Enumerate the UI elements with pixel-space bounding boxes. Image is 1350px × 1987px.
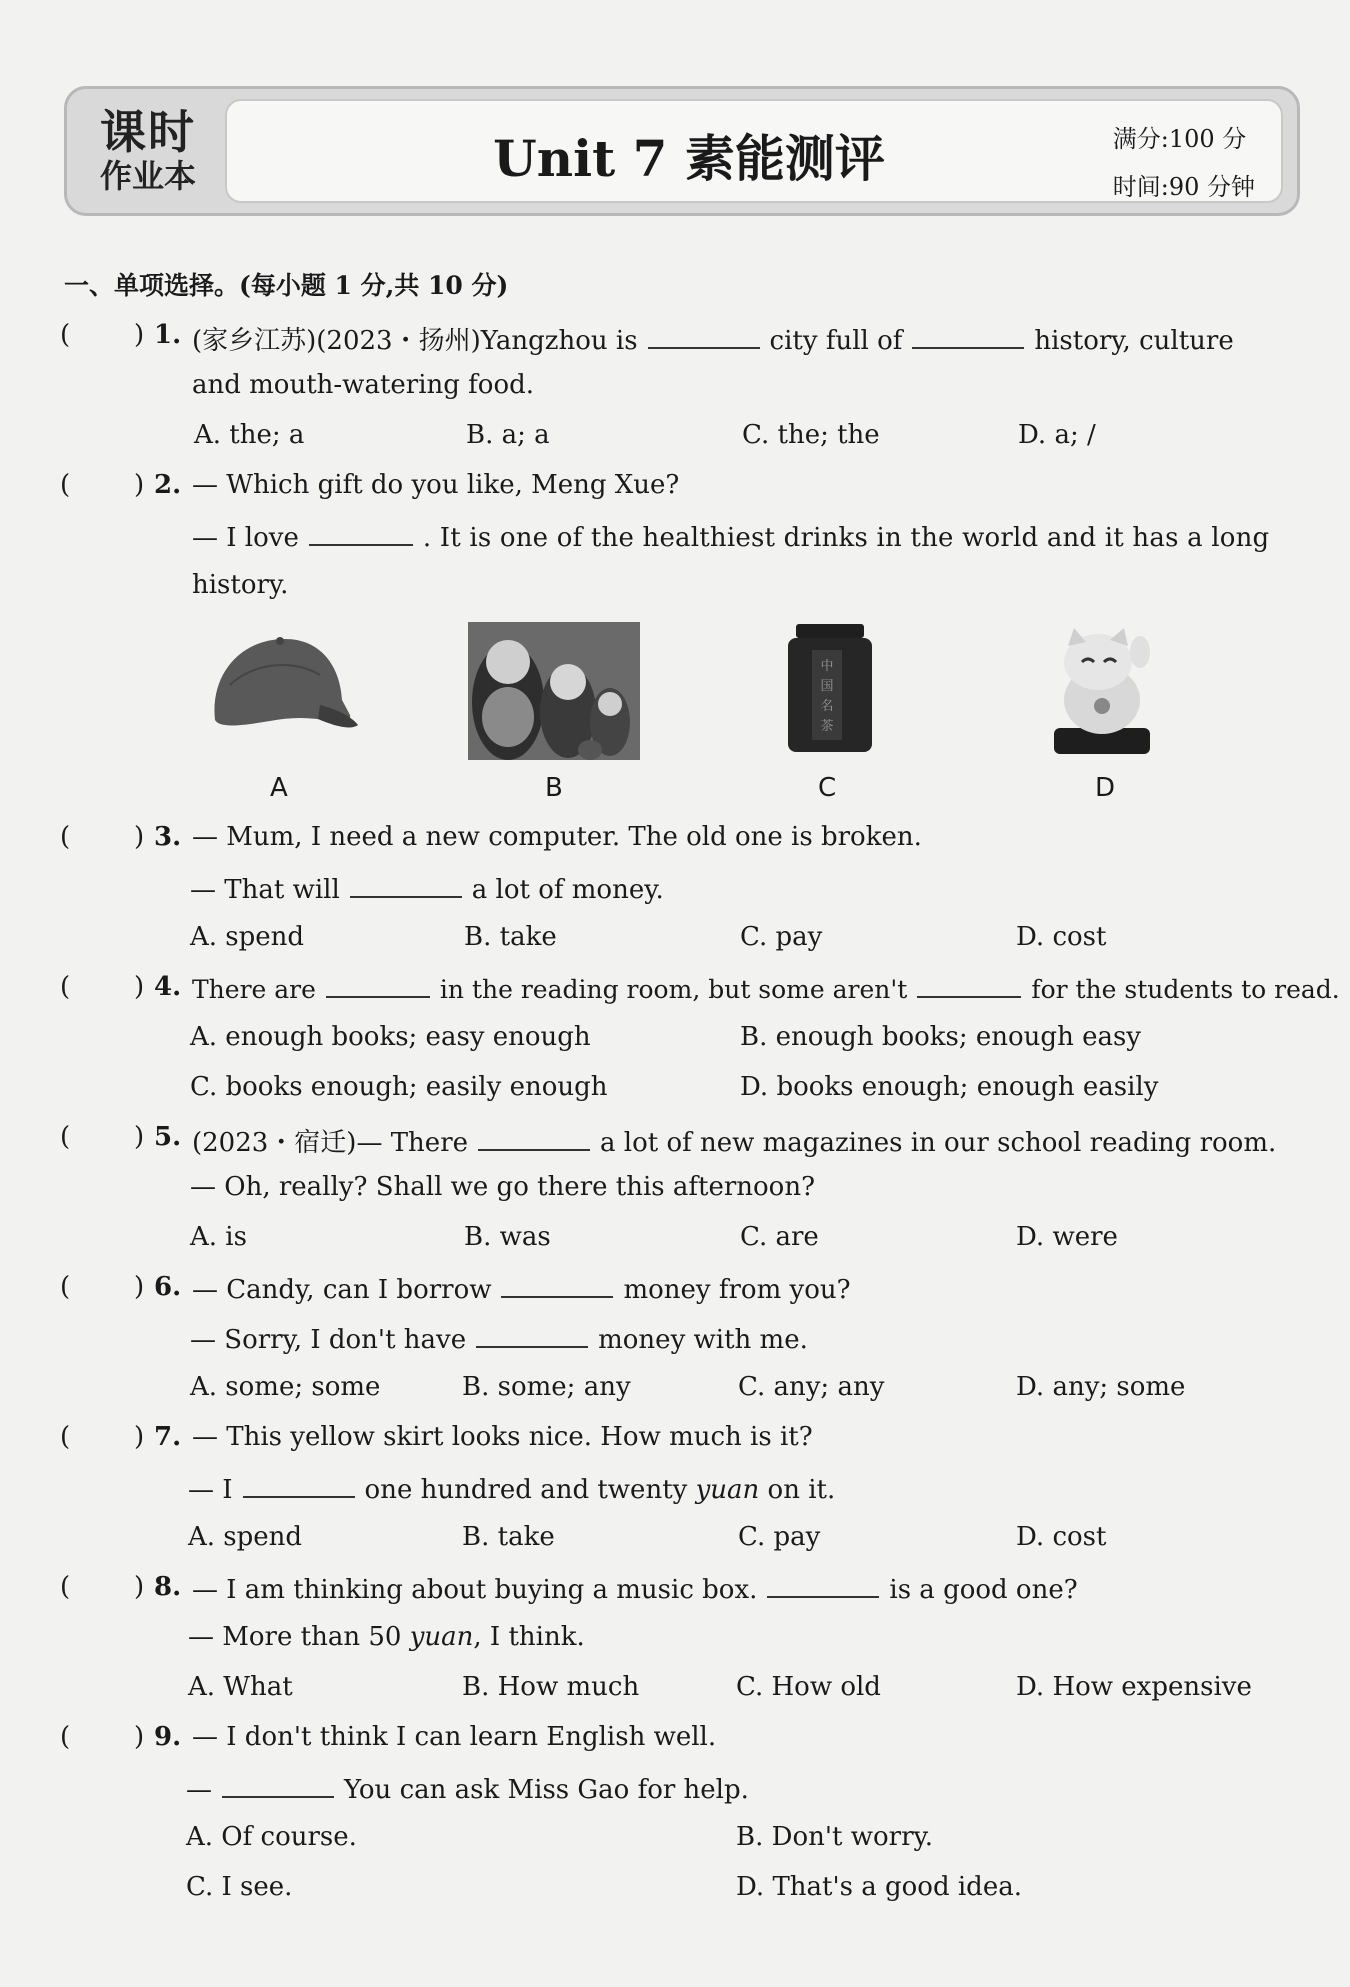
option-a[interactable]: A. spend <box>188 1522 303 1552</box>
option-b[interactable]: B. take <box>462 1522 555 1552</box>
answer-paren-open[interactable]: ( <box>60 1572 71 1602</box>
option-c[interactable]: C. I see. <box>186 1872 293 1902</box>
question-text-part: (2023・宿迁)— There <box>192 1128 469 1158</box>
question-text-line <box>192 520 1302 553</box>
baseball-cap-image <box>200 625 360 750</box>
question-text <box>192 1272 851 1305</box>
question-text-part: city full of <box>769 326 903 356</box>
answer-paren-open[interactable]: ( <box>60 1422 71 1452</box>
answer-paren-open[interactable]: ( <box>60 320 71 350</box>
answer-paren-close: ) <box>134 1572 145 1602</box>
question-text-part: — <box>186 1775 212 1805</box>
question-text-part: — Sorry, I don't have <box>190 1325 467 1355</box>
tea-tin-image <box>782 620 878 760</box>
question-text-part: money with me. <box>598 1325 808 1355</box>
nesting-dolls-image <box>468 622 640 760</box>
question-number: 1. <box>154 320 182 350</box>
answer-blank[interactable] <box>478 1125 590 1151</box>
answer-paren-open[interactable]: ( <box>60 972 71 1002</box>
question-text-italic: yuan <box>695 1475 760 1505</box>
answer-paren-close: ) <box>134 1422 145 1452</box>
option-c[interactable]: C. How old <box>736 1672 881 1702</box>
question-text-part: — More than 50 <box>188 1622 402 1652</box>
option-d[interactable]: D. any; some <box>1016 1372 1186 1402</box>
svg-text:茶: 茶 <box>820 719 834 734</box>
answer-blank[interactable] <box>243 1472 355 1498</box>
answer-blank[interactable] <box>767 1572 879 1598</box>
question-number: 9. <box>154 1722 182 1752</box>
answer-paren-close: ) <box>134 320 145 350</box>
option-d[interactable]: D. a; / <box>1018 420 1096 450</box>
question-text <box>192 972 1340 1004</box>
question-text: — This yellow skirt looks nice. How much is it? <box>192 1422 813 1452</box>
question-text <box>192 1122 1276 1159</box>
option-c[interactable]: C. the; the <box>742 420 880 450</box>
option-b[interactable]: B. enough books; enough easy <box>740 1022 1141 1052</box>
question-text-part: — That will <box>190 875 340 905</box>
brand-bottom-text: 作业本 <box>99 157 196 195</box>
question-number: 7. <box>154 1422 182 1452</box>
question-text <box>192 1572 1078 1605</box>
question-text-part: money from you? <box>623 1275 851 1305</box>
option-a[interactable]: A. What <box>188 1672 293 1702</box>
answer-paren-close: ) <box>134 1272 145 1302</box>
question-text-line <box>190 872 1350 905</box>
question-text-line <box>190 1322 1350 1355</box>
option-b[interactable]: B. a; a <box>466 420 550 450</box>
answer-blank[interactable] <box>912 323 1024 349</box>
answer-paren-open[interactable]: ( <box>60 1722 71 1752</box>
section-title: 一、单项选择。(每小题 1 分,共 10 分) <box>64 271 509 300</box>
full-score: 满分:100 分 <box>1112 125 1247 153</box>
option-d[interactable]: D. How expensive <box>1016 1672 1252 1702</box>
score-info <box>1113 115 1255 211</box>
option-c[interactable]: C. pay <box>740 922 823 952</box>
question-number: 8. <box>154 1572 182 1602</box>
answer-paren-close: ) <box>134 470 145 500</box>
option-a[interactable]: A. enough books; easy enough <box>190 1022 591 1052</box>
question-text-part: one hundred and twenty <box>364 1475 688 1505</box>
answer-blank[interactable] <box>917 972 1021 998</box>
question-text-part: (家乡江苏)(2023・扬州)Yangzhou is <box>192 326 638 356</box>
option-a[interactable]: A. Of course. <box>186 1822 357 1852</box>
answer-blank[interactable] <box>501 1272 613 1298</box>
answer-blank[interactable] <box>476 1322 588 1348</box>
question-text-part: There are <box>192 975 316 1004</box>
option-d[interactable]: D. were <box>1016 1222 1118 1252</box>
question-text-part: history, culture <box>1034 326 1234 356</box>
question-text-line <box>188 1622 1350 1652</box>
question-number: 4. <box>154 972 182 1002</box>
question-text-line <box>186 1772 1350 1805</box>
answer-blank[interactable] <box>222 1772 334 1798</box>
picture-label-a: A <box>270 773 288 803</box>
brand-logo <box>73 95 223 207</box>
question-number: 5. <box>154 1122 182 1152</box>
question-text-italic: yuan <box>409 1622 474 1652</box>
question-text-part: . It is one of the healthiest drinks in the world and it has a long <box>422 523 1270 553</box>
question-text-part: on it. <box>767 1475 836 1505</box>
option-a[interactable]: A. the; a <box>194 420 305 450</box>
answer-paren-close: ) <box>134 822 145 852</box>
option-b[interactable]: B. some; any <box>462 1372 631 1402</box>
option-c[interactable]: C. pay <box>738 1522 821 1552</box>
lucky-cat-image <box>1048 622 1156 758</box>
option-d[interactable]: D. cost <box>1016 922 1107 952</box>
question-text-part: — I am thinking about buying a music box. <box>192 1575 758 1605</box>
question-text-line <box>188 1472 1350 1505</box>
option-c[interactable]: C. are <box>740 1222 819 1252</box>
option-a[interactable]: A. spend <box>190 922 305 952</box>
question-text <box>192 320 1302 357</box>
question-text-part: in the reading room, but some aren't <box>439 975 908 1004</box>
answer-blank[interactable] <box>326 972 430 998</box>
option-c[interactable]: C. any; any <box>738 1372 885 1402</box>
title-box <box>225 99 1283 203</box>
answer-paren-open[interactable]: ( <box>60 822 71 852</box>
answer-paren-open[interactable]: ( <box>60 1272 71 1302</box>
question-text-part: — Candy, can I borrow <box>192 1275 492 1305</box>
answer-blank[interactable] <box>350 872 462 898</box>
question-text-part: is a good one? <box>889 1575 1078 1605</box>
page-title: Unit 7 素能测评 <box>493 129 885 188</box>
answer-paren-close: ) <box>134 1122 145 1152</box>
option-d[interactable]: D. cost <box>1016 1522 1107 1552</box>
time-limit: 时间:90 分钟 <box>1112 173 1255 201</box>
option-b[interactable]: B. was <box>464 1222 551 1252</box>
question-text-part: a lot of new magazines in our school reading room. <box>600 1128 1277 1158</box>
question-text-part: You can ask Miss Gao for help. <box>344 1775 749 1805</box>
picture-label-d: D <box>1095 773 1116 803</box>
answer-paren-close: ) <box>134 1722 145 1752</box>
svg-text:名: 名 <box>820 699 834 714</box>
option-b[interactable]: B. How much <box>462 1672 640 1702</box>
question-text-part: for the students to read. <box>1031 975 1340 1004</box>
question-text-part: — I love <box>192 523 299 553</box>
header-banner <box>64 86 1300 216</box>
question-text: — Which gift do you like, Meng Xue? <box>192 470 680 500</box>
answer-blank[interactable] <box>648 323 760 349</box>
question-text-part: — I <box>188 1475 233 1505</box>
question-number: 6. <box>154 1272 182 1302</box>
picture-label-b: B <box>545 773 563 803</box>
option-c[interactable]: C. books enough; easily enough <box>190 1072 608 1102</box>
answer-paren-open[interactable]: ( <box>60 1122 71 1152</box>
svg-text:国: 国 <box>820 679 834 694</box>
answer-blank[interactable] <box>309 520 413 546</box>
question-text-line: history. <box>192 570 289 600</box>
option-a[interactable]: A. is <box>190 1222 247 1252</box>
option-d[interactable]: D. books enough; enough easily <box>740 1072 1159 1102</box>
question-number: 3. <box>154 822 182 852</box>
picture-label-c: C <box>818 773 837 803</box>
option-b[interactable]: B. take <box>464 922 557 952</box>
svg-text:中: 中 <box>820 659 834 674</box>
question-text: — Mum, I need a new computer. The old one is broken. <box>192 822 922 852</box>
answer-paren-open[interactable]: ( <box>60 470 71 500</box>
brand-top-text: 课时 <box>100 105 196 159</box>
question-text-line: and mouth-watering food. <box>192 370 535 400</box>
question-text-part: a lot of money. <box>471 875 664 905</box>
question-text-line: — Oh, really? Shall we go there this afternoon? <box>190 1172 816 1202</box>
option-a[interactable]: A. some; some <box>190 1372 381 1402</box>
option-d[interactable]: D. That's a good idea. <box>736 1872 1022 1902</box>
answer-paren-close: ) <box>134 972 145 1002</box>
question-text-part: , I think. <box>473 1622 585 1652</box>
option-b[interactable]: B. Don't worry. <box>736 1822 934 1852</box>
question-number: 2. <box>154 470 182 500</box>
question-text: — I don't think I can learn English well. <box>192 1722 717 1752</box>
